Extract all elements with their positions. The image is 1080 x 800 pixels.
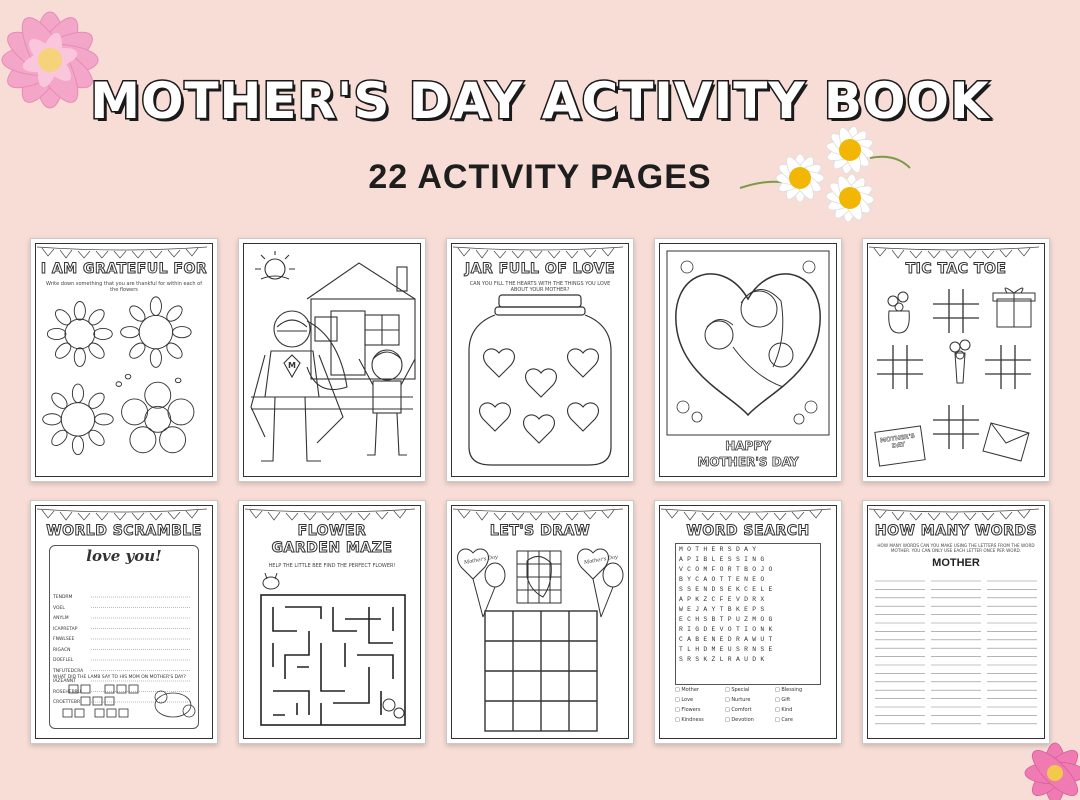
activity-page-tic-tac-toe: [862, 238, 1050, 482]
scrambled-word: ROSEHEBRU: [53, 689, 82, 695]
scrambled-word: TNFUTEDCRA: [53, 668, 84, 674]
activity-page-coloring-superhero: [238, 238, 426, 482]
activity-page-word-scramble: [30, 500, 218, 744]
word-list-item: □ Mother: [675, 687, 699, 693]
word-search-row: SSENDSEKCELE: [679, 586, 777, 593]
superhero-mom-coloring-icon: [247, 247, 417, 473]
activity-page-jar: [446, 238, 634, 482]
riddle-question: WHAT DID THE LAMB SAY TO HIS MOM ON MOTHER'S DAY?: [53, 675, 186, 680]
word-search-row: APIBLESSING: [679, 556, 769, 563]
bunting-icon: [453, 245, 623, 259]
script-heading: love you!: [86, 547, 162, 565]
svg-text:M: M: [288, 361, 296, 370]
activity-page-grateful: [30, 238, 218, 482]
page-heading: WORLD SCRAMBLE: [46, 523, 202, 539]
word-search-row: RIGDEVOTIONK: [679, 626, 777, 633]
word-search-grid: [679, 545, 817, 665]
page-heading: LET'S DRAW: [489, 523, 591, 539]
page-heading: TIC TAC TOE: [905, 261, 1007, 277]
word-list-row: [675, 717, 825, 727]
answer-boxes-icon: [61, 683, 201, 723]
word-search-row: APKZCFEVDRX: [679, 596, 769, 603]
activity-page-word-search: [654, 500, 842, 744]
word-list-item: □ Love: [675, 697, 694, 703]
page-instruction: CAN YOU FILL THE HEARTS WITH THE THINGS YOU LOVE ABOUT YOUR MOTHER?: [469, 281, 611, 293]
bunting-icon: [245, 507, 415, 521]
bunting-icon: [661, 507, 831, 521]
page-caption-line1: HAPPY: [725, 439, 771, 453]
scrambled-word: VOEL: [53, 605, 65, 611]
word-search-row: VCOMFORTBOJO: [679, 566, 777, 573]
activity-page-lets-draw: [446, 500, 634, 744]
balloon-label: Mother's Day: [583, 554, 619, 566]
heart-jar-icon: [455, 291, 625, 471]
bunting-icon: [37, 245, 207, 259]
scrambled-word: DOEFLEL: [53, 658, 74, 663]
bunting-icon: [869, 507, 1039, 521]
bunting-icon: [453, 507, 623, 521]
word-search-row: TLHDMEUSRNSE: [679, 646, 777, 653]
word-list-row: [675, 707, 825, 717]
page-heading: WORD SEARCH: [686, 523, 810, 539]
word-search-row: CABENEDRAWUT: [679, 636, 777, 643]
stamp-label: MOTHER'S DAY: [879, 432, 916, 450]
drawing-grid-icon: [453, 547, 627, 735]
page-heading: HOW MANY WORDS: [874, 523, 1038, 539]
page-instruction: Write down something that you are thankful for within each of the flowers: [46, 281, 202, 293]
word-list-item: □ Kind: [775, 707, 793, 713]
word-list-item: □ Gift: [775, 697, 791, 703]
source-word: MOTHER: [932, 557, 980, 569]
scrambled-word: ANYLM: [53, 616, 69, 621]
word-list-item: □ Kindness: [675, 717, 704, 723]
activity-page-maze: [238, 500, 426, 744]
word-list-item: □ Care: [775, 717, 793, 723]
word-list-item: □ Nurture: [725, 697, 751, 703]
page-caption-line2: MOTHER'S DAY: [697, 455, 799, 469]
scrambled-word: ICAPRETAP: [53, 626, 78, 632]
page-heading: I AM GRATEFUL FOR: [40, 261, 208, 277]
scrambled-word: RIGACN: [53, 647, 71, 653]
word-list-item: □ Special: [725, 687, 750, 693]
scrambled-word: FNWLSEE: [53, 637, 75, 642]
sunflower-icon: [39, 295, 197, 475]
word-search-row: BYCAOTTENEO: [679, 576, 769, 583]
page-heading: JAR FULL OF LOVE: [464, 261, 616, 277]
word-search-row: ECHSBTPUZMOG: [679, 616, 777, 623]
word-list-item: □ Devotion: [725, 717, 754, 723]
bunting-icon: [869, 245, 1039, 259]
mother-children-heart-icon: [663, 247, 833, 437]
maze-icon: [257, 571, 409, 731]
word-list-item: □ Blessing: [775, 687, 803, 693]
scrambled-word: TENDRM: [53, 595, 73, 600]
word-list-row: [675, 697, 825, 707]
page-instruction: HOW MANY WORDS CAN YOU MAKE USING THE LETTERS FROM THE WORD MOTHER. YOU CAN ONLY USE EACH LETTER ONCE PER WORD.: [877, 543, 1035, 553]
page-instruction: HELP THE LITTLE BEE FIND THE PERFECT FLOWER!: [268, 563, 396, 569]
scrambled-word: CROETTEBR: [53, 700, 81, 705]
word-list-item: □ Flowers: [675, 707, 701, 713]
page-subtitle: 22 ACTIVITY PAGES: [368, 158, 712, 196]
balloon-label: Mother's Day: [463, 554, 499, 566]
word-list-item: □ Comfort: [725, 707, 752, 713]
writing-lines-icon: [873, 577, 1039, 731]
bunting-icon: [37, 507, 207, 521]
page-heading: FLOWER GARDEN MAZE: [271, 523, 393, 556]
page-title: MOTHER'S DAY ACTIVITY BOOK: [90, 72, 990, 130]
word-search-row: WEJAYTBKEPS: [679, 606, 769, 613]
word-search-word-list: [675, 687, 825, 727]
word-search-row: SRSKZLRAUDK: [679, 656, 769, 663]
word-list-row: [675, 687, 825, 697]
scrambled-word: IAZEANNT: [53, 679, 76, 684]
activity-page-how-many-words: [862, 500, 1050, 744]
word-search-row: MOTHERSDAY: [679, 546, 761, 553]
activity-page-happy-mothers-day: [654, 238, 842, 482]
